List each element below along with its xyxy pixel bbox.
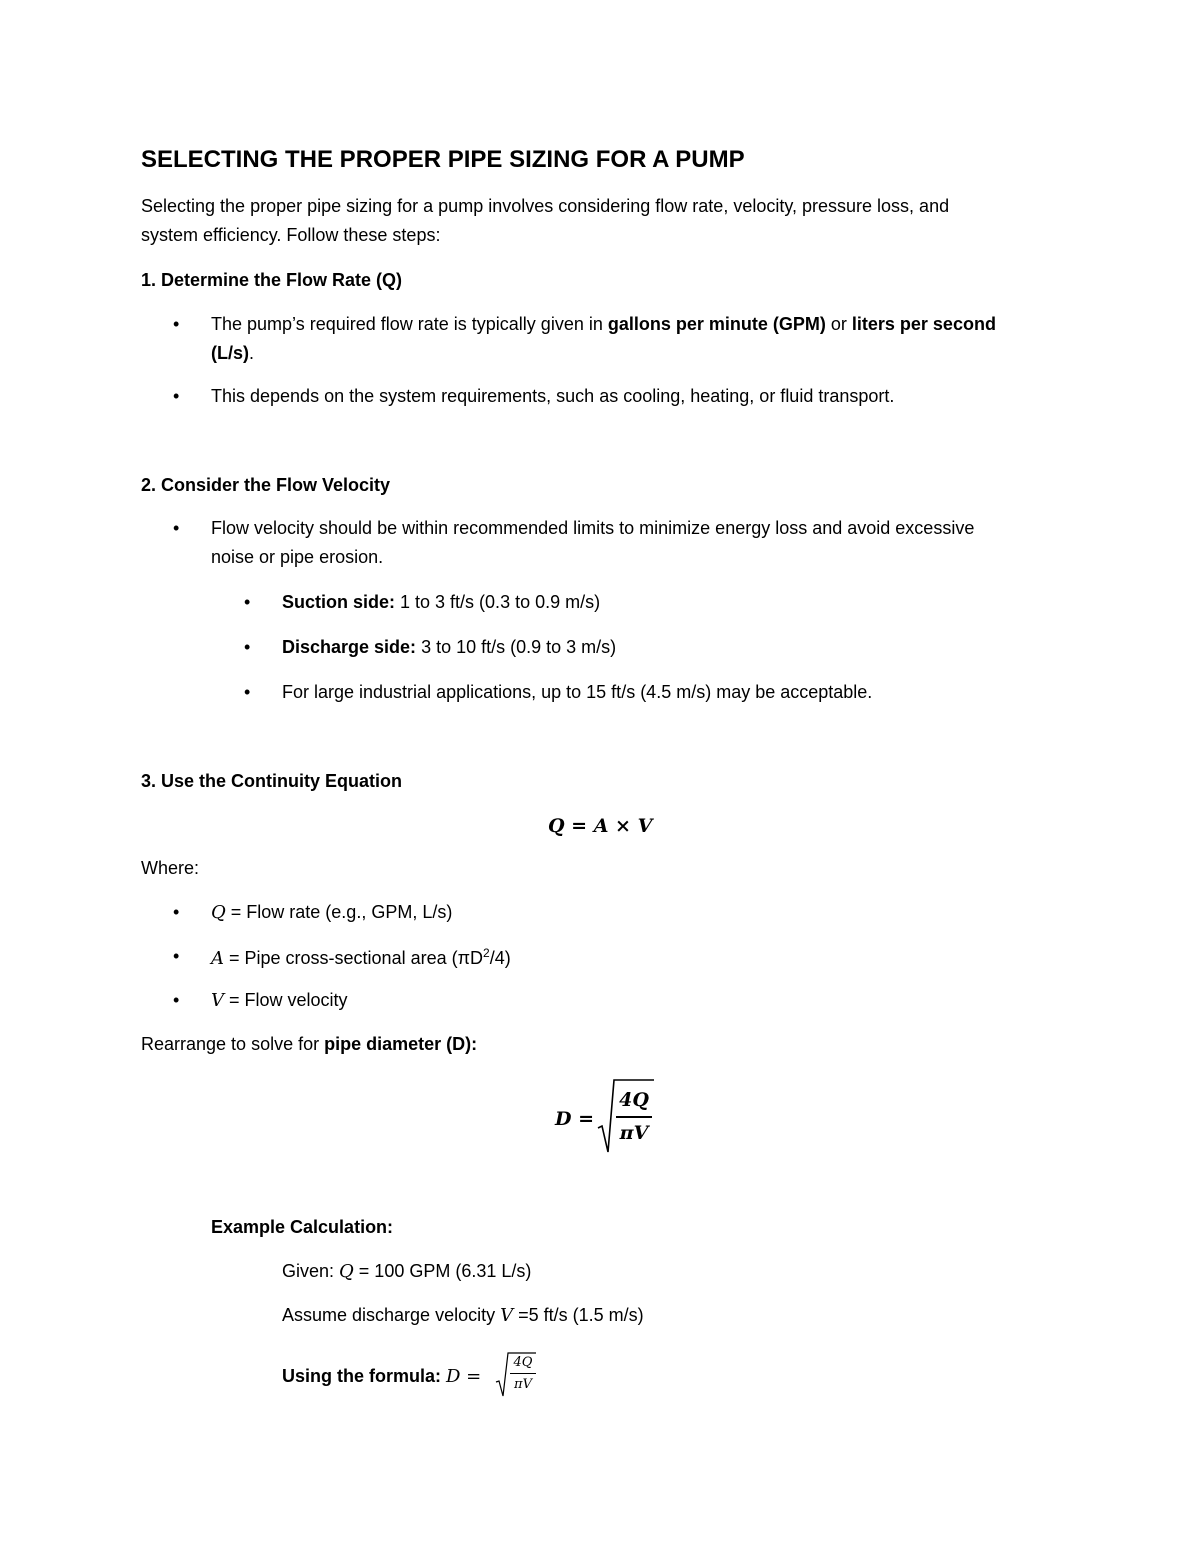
var-a-desc: = Pipe cross-sectional area (πD <box>224 948 484 968</box>
continuity-equation: Q = A × V <box>548 815 653 837</box>
section-2-bullet-1: • Flow velocity should be within recommended limits to minimize energy loss and avoid excessive <box>211 518 974 540</box>
var-a-desc-end: /4) <box>489 948 511 968</box>
given-text: = 100 GPM (6.31 L/s) <box>353 1261 532 1281</box>
given-var: Q <box>339 1261 354 1282</box>
example-assume <box>282 1305 644 1327</box>
using-lhs: D = <box>446 1366 482 1387</box>
var-a-superscript: 2 <box>483 946 490 960</box>
using-fraction-bar <box>510 1373 536 1374</box>
intro-line-1: Selecting the proper pipe sizing for a pump involves considering flow rate, velocity, pressure loss, and <box>141 196 950 216</box>
where-label: Where: <box>141 858 200 878</box>
assume-pre: Assume discharge velocity <box>282 1305 501 1325</box>
section-2-sub-bullet-suction <box>282 592 600 614</box>
rearrange-text: Rearrange to solve for <box>141 1034 325 1054</box>
diameter-denominator: πV <box>619 1122 649 1144</box>
suction-label: Suction side: <box>282 592 396 612</box>
suction-text: 1 to 3 ft/s (0.3 to 0.9 m/s) <box>395 592 601 612</box>
section-1-bullet-1-line-2 <box>211 343 254 365</box>
section-2-sub-bullet-discharge <box>282 637 616 659</box>
section-3-heading: 3. Use the Continuity Equation <box>141 771 403 791</box>
using-numerator: 4Q <box>513 1355 533 1370</box>
assume-text: =5 ft/s (1.5 m/s) <box>513 1305 644 1325</box>
bullet-1-bold-unit: (L/s) <box>211 343 249 363</box>
intro-line-2: system efficiency. Follow these steps: <box>141 225 441 245</box>
var-q-desc: = Flow rate (e.g., GPM, L/s) <box>225 902 453 922</box>
rearrange-line <box>141 1034 477 1056</box>
var-v-symbol: V <box>211 990 224 1011</box>
section-1-bullet-2: • This depends on the system requirements, such as cooling, heating, or fluid transport. <box>211 386 894 408</box>
variable-q-item <box>211 902 452 924</box>
example-given <box>282 1261 531 1283</box>
section-2-heading: 2. Consider the Flow Velocity <box>141 475 391 495</box>
var-a-symbol: A <box>211 948 224 969</box>
section-2-bullet-1-line-2: noise or pipe erosion. <box>211 547 384 567</box>
diameter-lhs: D = <box>555 1108 595 1130</box>
variable-v-item <box>211 990 348 1012</box>
section-2-sub-bullet-industrial: • For large industrial applications, up to 15 ft/s (4.5 m/s) may be acceptable. <box>282 682 872 704</box>
diameter-numerator: 4Q <box>619 1089 649 1111</box>
rearrange-bold: pipe diameter (D): <box>324 1034 478 1054</box>
assume-var: V <box>500 1305 514 1326</box>
section-1-heading: 1. Determine the Flow Rate (Q) <box>141 270 403 290</box>
bullet-1-text-pre: The pump’s required flow rate is typically given in <box>211 314 608 334</box>
example-using-formula <box>282 1366 481 1388</box>
using-denominator: πV <box>514 1377 532 1392</box>
discharge-label: Discharge side: <box>282 637 417 657</box>
given-pre: Given: <box>282 1261 340 1281</box>
section-1-bullet-1 <box>211 314 996 336</box>
bullet-1-bold-gpm: gallons per minute (GPM) <box>607 314 826 334</box>
bullet-1-end: . <box>249 343 255 363</box>
page-title: SELECTING THE PROPER PIPE SIZING FOR A PUMP <box>141 146 745 173</box>
var-q-symbol: Q <box>211 902 226 923</box>
variable-a-item <box>211 946 511 970</box>
example-heading: Example Calculation: <box>211 1217 394 1237</box>
bullet-1-text-mid: or <box>825 314 852 334</box>
var-v-desc: = Flow velocity <box>224 990 348 1010</box>
diameter-fraction-bar <box>616 1116 652 1118</box>
discharge-text: 3 to 10 ft/s (0.9 to 3 m/s) <box>416 637 617 657</box>
bullet-1-bold-lps: liters per second <box>851 314 996 334</box>
using-label: Using the formula: <box>282 1366 447 1386</box>
